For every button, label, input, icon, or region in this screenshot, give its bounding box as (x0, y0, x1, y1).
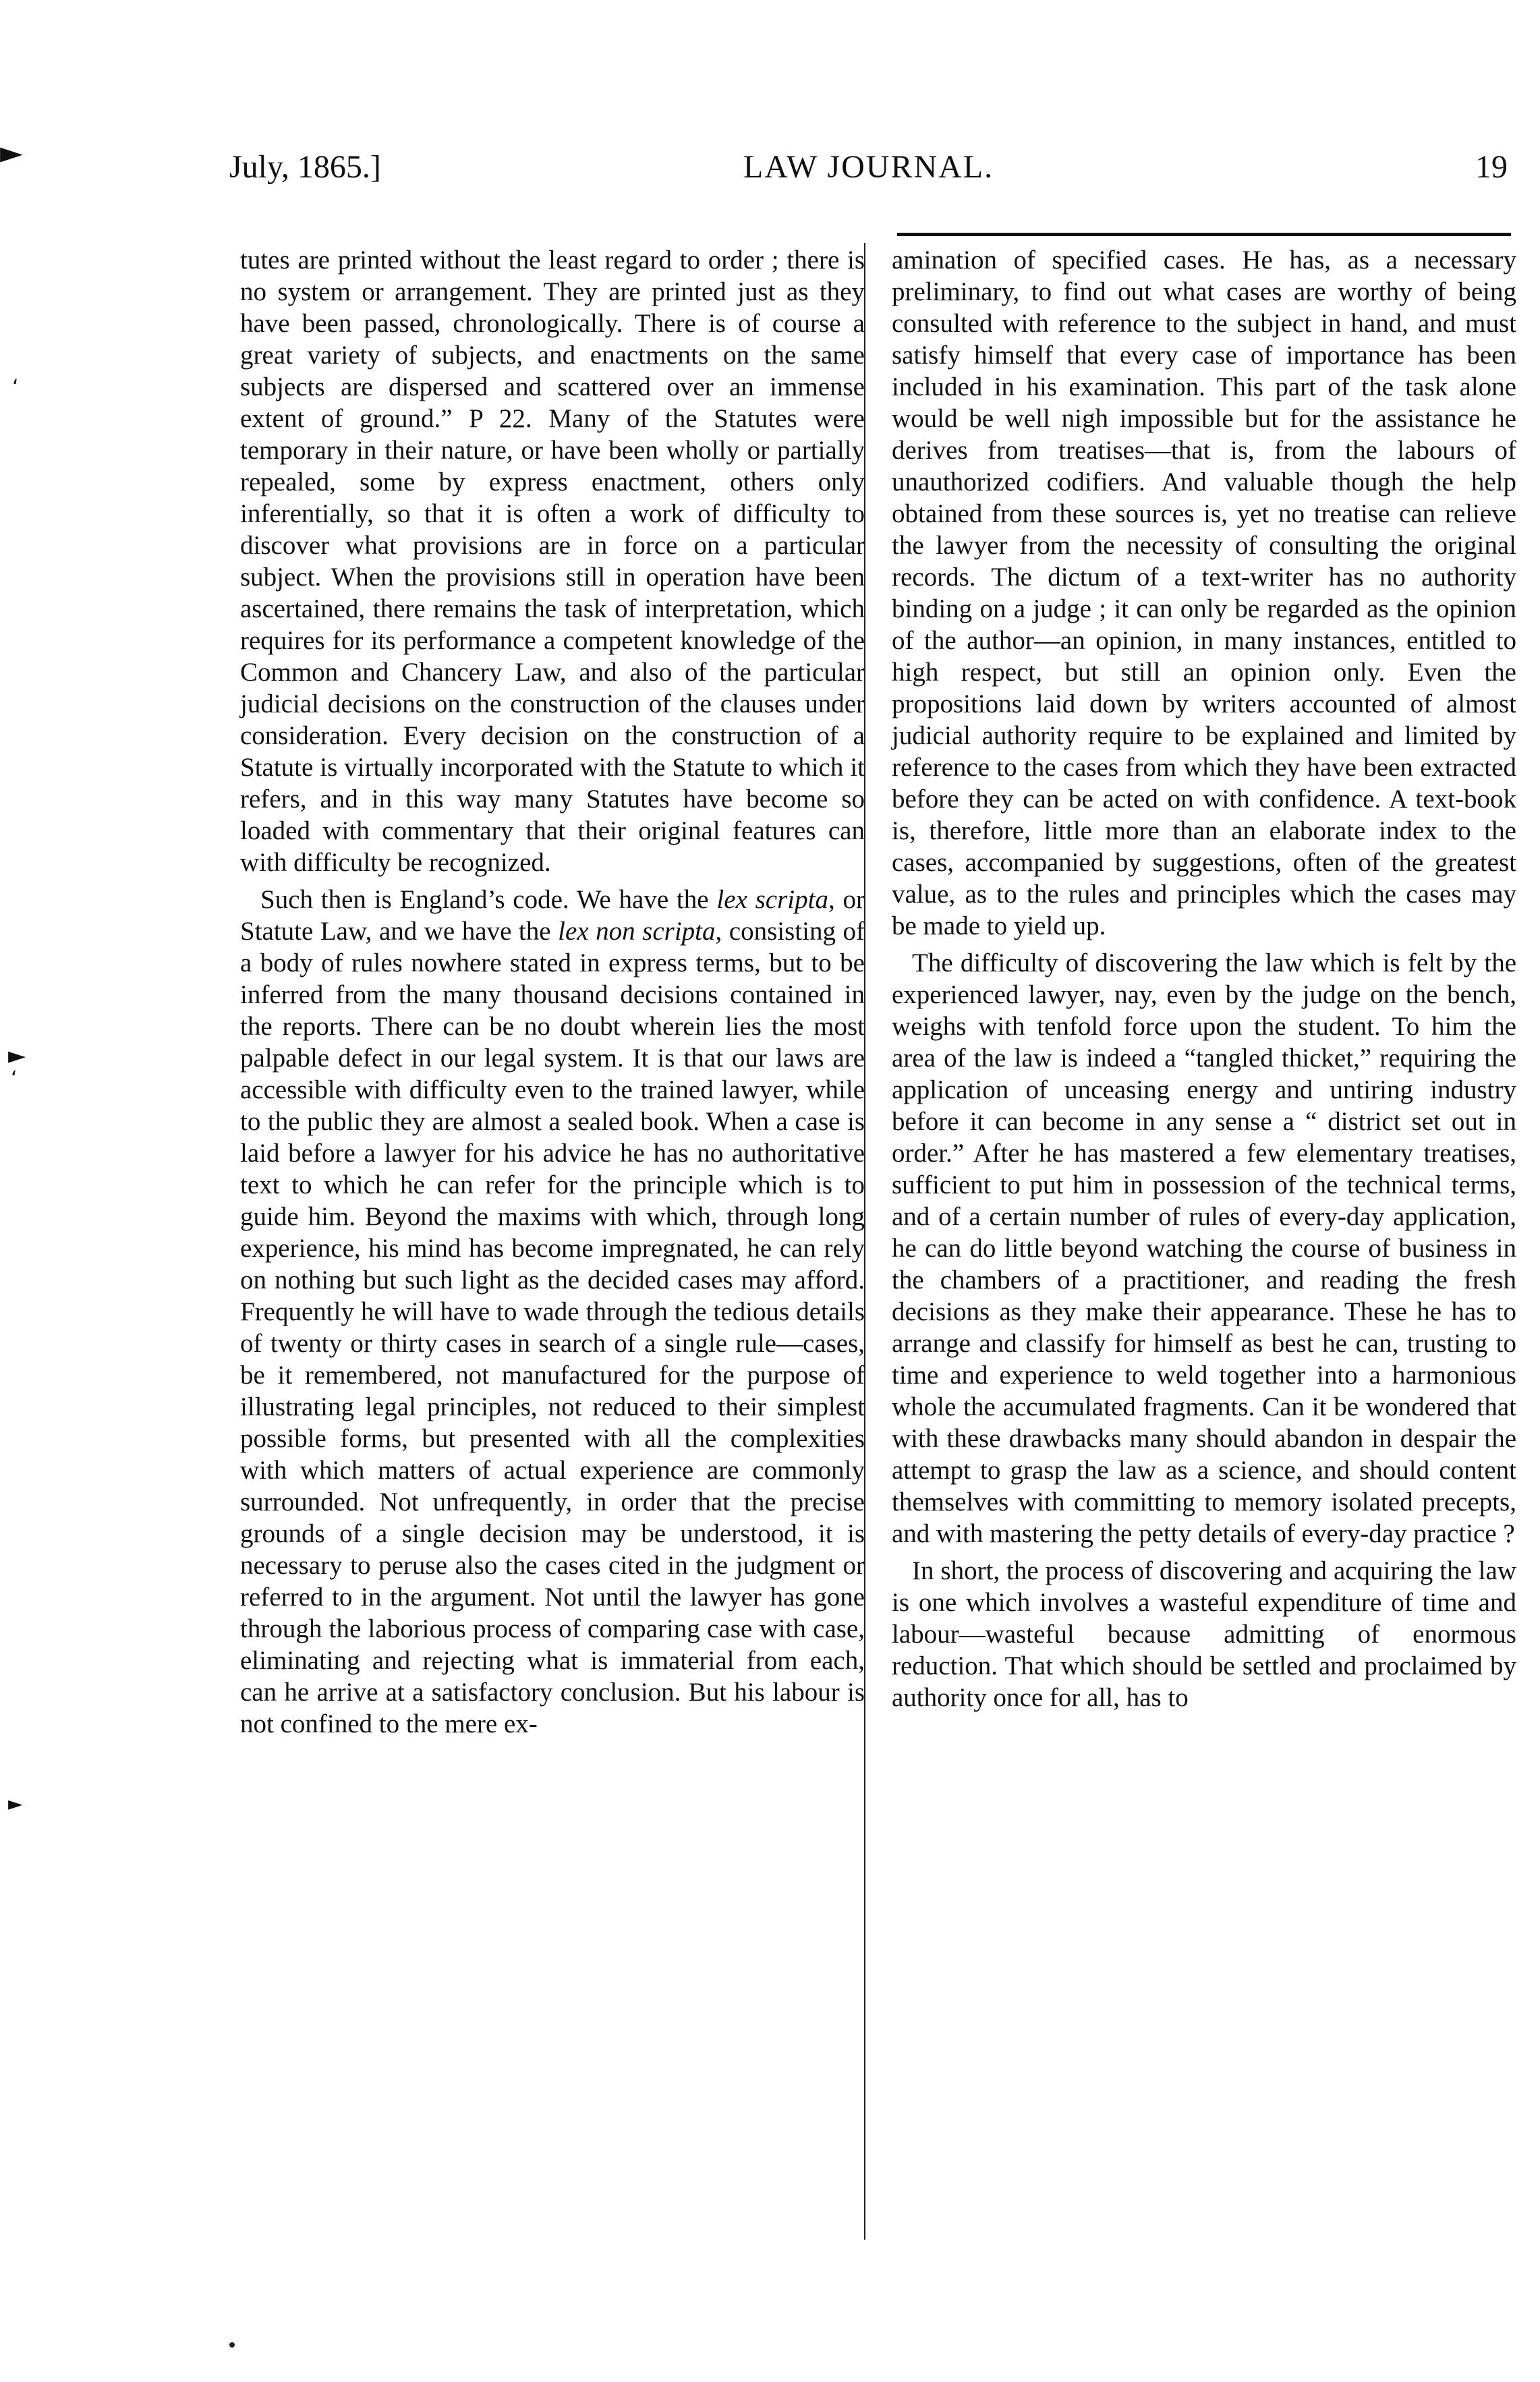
left-paragraph-1: tutes are printed without the least regard to order ; there is no system or arrangement. They are printed just as they have been passed, chronologically. There is of course a great variety of subjects, and enactments on the same subjects are dispersed and scattered over an immense extent of ground.” P 22. Many of the Statutes were temporary in their nature, or have been wholly or partially repealed, some by express enactment, others only inferentially, so that it is often a work of difficulty to discover what provisions are in force on a particular subject. When the provisions still in operation have been ascertained, there remains the task of interpretation, which requires for its performance a competent knowledge of the Common and Chancery Law, and also of the particular judicial decisions on the construction of the clauses under consideration. Every decision on the construction of a Statute is virtually incorporated with the Statute to which it refers, and in this way many Statutes have become so loaded with commentary that their original features can with difficulty be recognized. (240, 246, 865, 877)
text-segment: Such then is England’s code. We have the (260, 885, 717, 914)
right-column (892, 244, 1516, 1713)
header-date: July, 1865.] (229, 149, 381, 185)
margin-arrow-icon: ► (8, 1792, 23, 1815)
latin-term-lex-scripta: lex scripta (716, 885, 828, 914)
margin-arrow-icon: ► (0, 136, 23, 170)
right-paragraph-2: The difficulty of discovering the law which is felt by the experienced lawyer, nay, even by the judge on the bench, weighs with tenfold force upon the student. To him the area of the law is indeed a “tangled thicket,” requiring the application of unceasing energy and untiring industry before it can become in any sense a “ district set out in order.” After he has mastered a few elementary treatises, sufficient to put him in possession of the technical terms, and of a certain number of rules of every-day application, he can do little beyond watching the course of business in the chambers of a practitioner, and reading the fresh decisions as they make their appearance. These he has to arrange and classify for himself as best he can, trusting to time and experience to weld together into a harmonious whole the accumulated fragments. Can it be wondered that with these drawbacks many should abandon in despair the attempt to grasp the law as a science, and should content themselves with committing to memory isolated precepts, and with mastering the petty details of every-day practice ? (892, 948, 1516, 1548)
text-segment: , consisting of a body of rules nowhere stated in express terms, but to be inferred from the many thousand decisions contained in the reports. There can be no doubt wherein lies the most palpable defect in our legal system. It is that our laws are accessible with difficulty even to the trained lawyer, while to the public they are almost a sealed book. When a case is laid before a lawyer for his advice he has no authoritative text to which he can refer for the principle which is to guide him. Beyond the maxims with which, through long experience, his mind has become impregnated, he can rely on nothing but such light as the decided cases may afford. Frequently he will have to wade through the tedious details of twenty or thirty cases in search of a single rule—cases, be it remembered, not manufactured for the purpose of illustrating legal principles, not reduced to their simplest possible forms, but presented with all the complexities with which matters of actual experience are commonly surrounded. Not unfrequently, in order that the precise grounds of a single decision may be understood, it is necessary to peruse also the cases cited in the judgment or referred to in the argument. Not until the lawyer has gone through the laborious process of comparing case with case, eliminating and rejecting what is immaterial from each, can he arrive at a satisfactory conclusion. But his labour is not confined to the mere ex- (240, 917, 865, 1738)
page-header (229, 148, 1508, 196)
text-segment: , or Statute Law, and we have the (240, 885, 865, 946)
ink-spot (229, 2342, 235, 2348)
journal-title: LAW JOURNAL. (743, 149, 994, 185)
page-number: 19 (1475, 149, 1508, 185)
margin-tick-icon: ‘ (12, 376, 19, 399)
right-paragraph-3: In short, the process of discovering and acquiring the law is one which involves a wasteful expenditure of time and labour—wasteful because admitting of enormous reduction. That which should be settled and proclaimed by authority once for all, has to (892, 1556, 1516, 1712)
right-paragraph-1: amination of specified cases. He has, as a necessary preliminary, to find out what cases are worthy of being consulted with reference to the subject in hand, and must satisfy himself that every case of importance has been included in his examination. This part of the task alone would be well nigh impossible but for the assistance he derives from treatises—that is, from the labours of unauthorized codifiers. And valuable though the help obtained from these sources is, yet no treatise can relieve the lawyer from the necessity of consulting the original records. The dictum of a text-writer has no authority binding on a judge ; it can only be regarded as the opinion of the author—an opinion, in many instances, entitled to high respect, but still an opinion only. Even the propositions laid down by writers accounted of almost judicial authority require to be explained and limited by reference to the cases from which they have been extracted before they can be acted on with confidence. A text-book is, therefore, little more than an elaborate index to the cases, accompanied by suggestions, often of the greatest value, as to the rules and principles which the cases may be made to yield up. (892, 246, 1516, 940)
margin-arrow-icon: ► (8, 1042, 26, 1069)
header-rule (897, 233, 1511, 236)
left-column (240, 244, 865, 1740)
left-paragraph-2 (240, 884, 865, 1740)
margin-tick-icon: ‘ (11, 1067, 18, 1091)
latin-term-lex-non-scripta: lex non scripta (558, 917, 716, 946)
